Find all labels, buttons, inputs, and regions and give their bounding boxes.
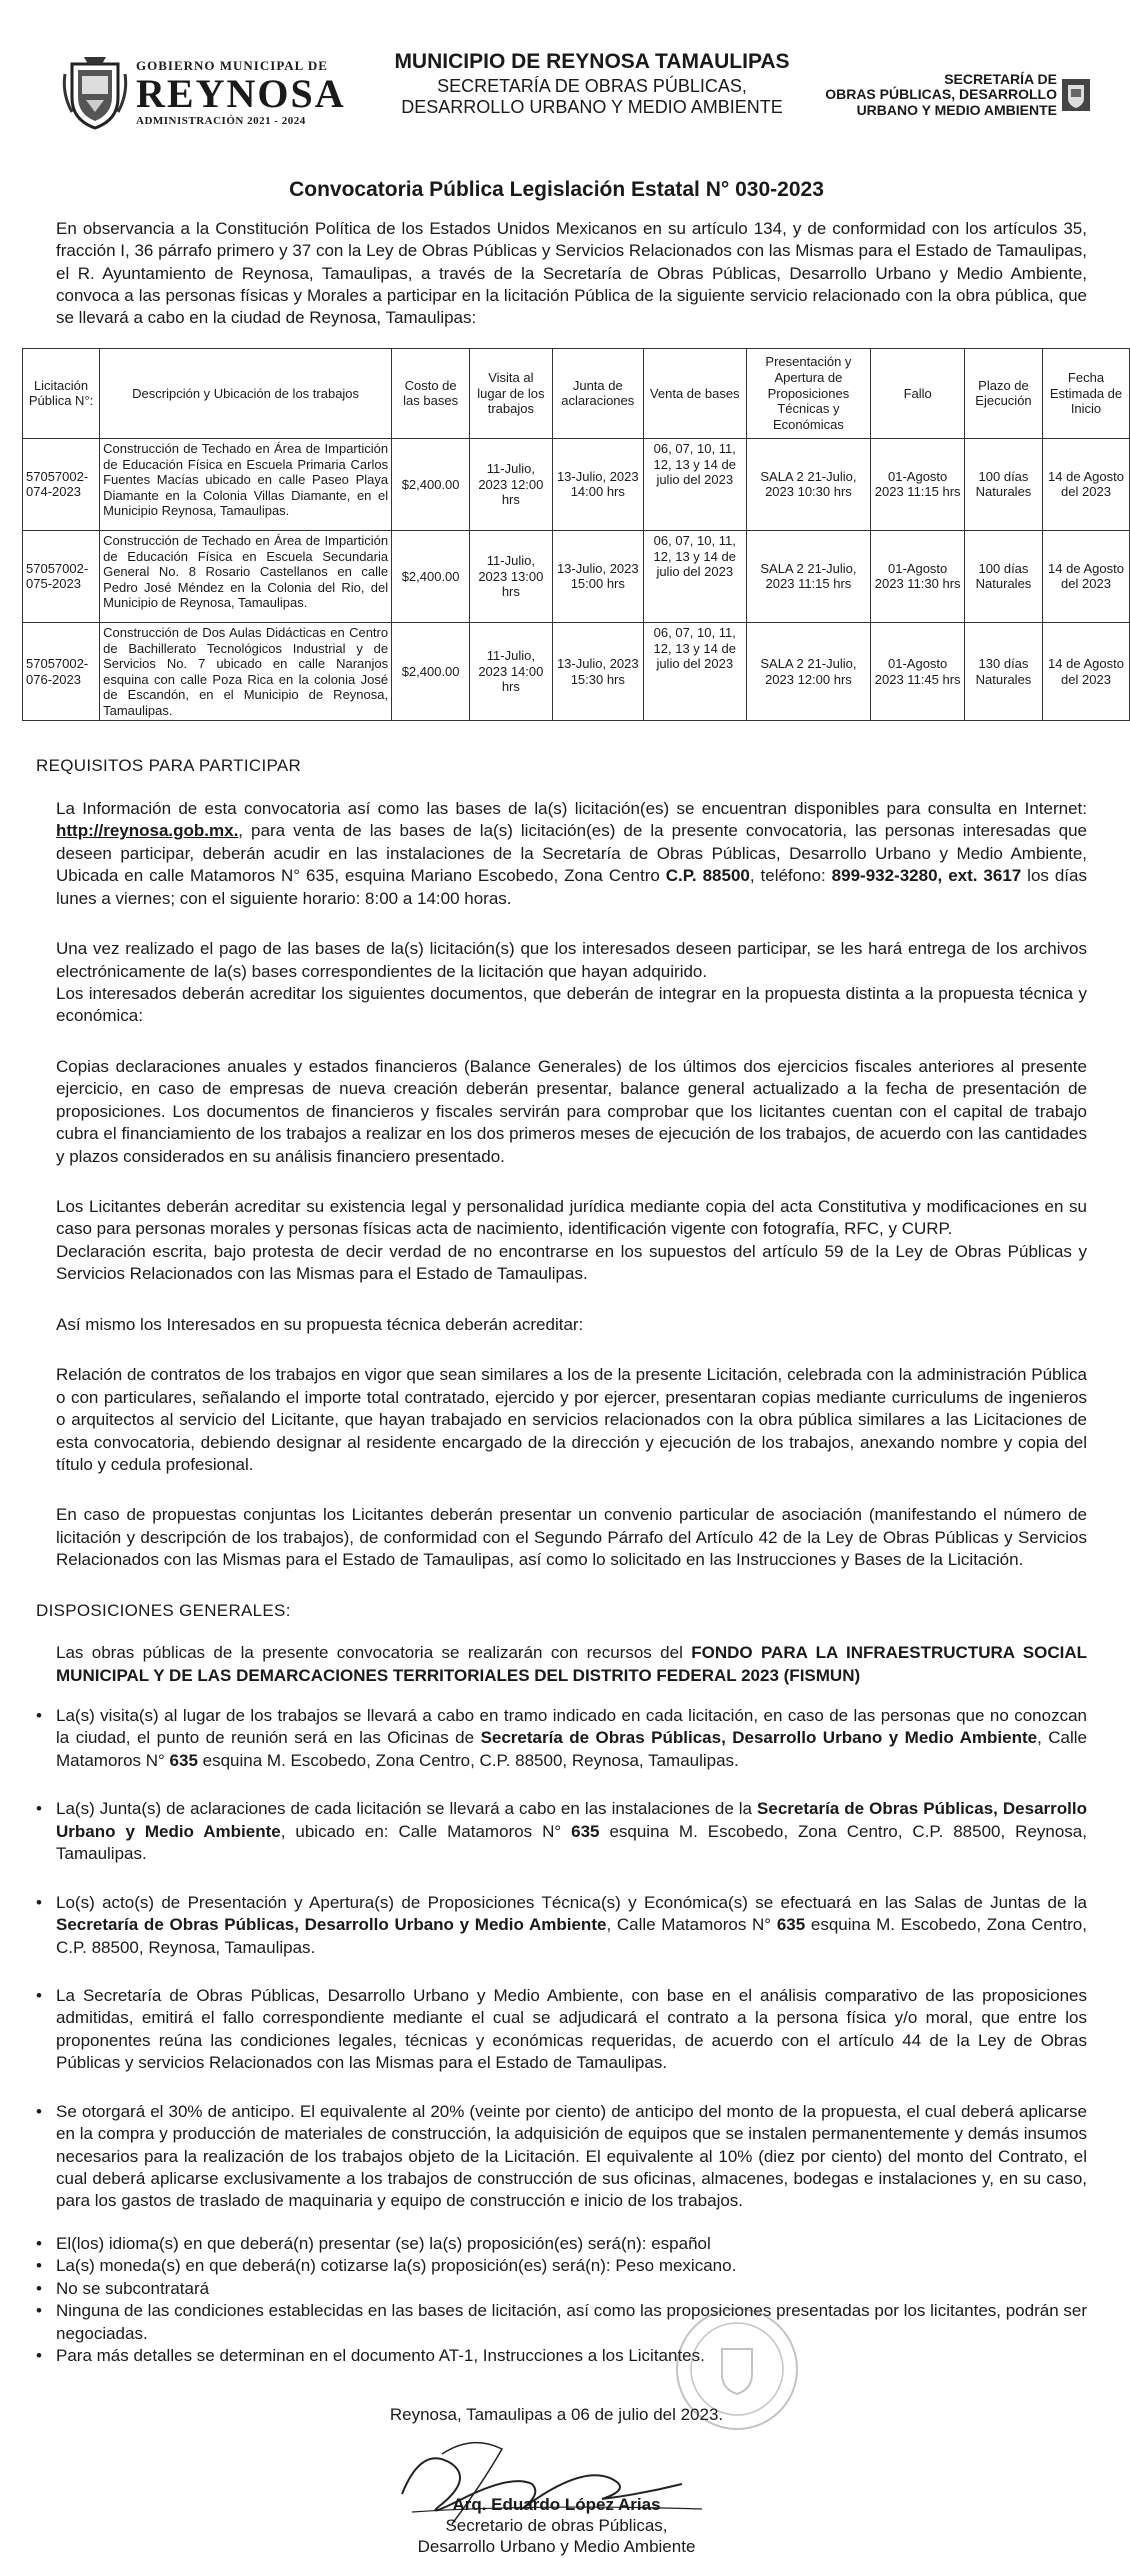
street-number: 635 (571, 1821, 600, 1841)
municipality-name: MUNICIPIO DE REYNOSA TAMAULIPAS (394, 50, 790, 73)
signature-block (22, 2434, 1091, 2557)
logo-line-3: ADMINISTRACIÓN 2021 - 2024 (136, 115, 306, 128)
award-ruling: 01-Agosto 2023 11:15 hrs (871, 438, 965, 530)
info-text-a: La Información de esta convocatoria así como las bases de la(s) licitación(es) se encuentran disponibles para consulta en Internet: (56, 798, 1087, 818)
execution-term: 130 días Naturales (964, 622, 1042, 721)
execution-term: 100 días Naturales (964, 438, 1042, 530)
address-rest: esquina M. Escobedo, Zona Centro, C.P. 88500, Reynosa, Tamaulipas. (56, 1821, 1087, 1864)
secretariat-logo-line-3: URBANO Y MEDIO AMBIENTE (856, 101, 1057, 118)
opening-text: Lo(s) acto(s) de Presentación y Apertura(s) de Proposiciones Técnica(s) y Económica(s) se efectuará en las Salas de Juntas de la (56, 1892, 1087, 1912)
work-description: Construcción de Techado en Área de Impartición de Educación Física en Escuela Secundaria General No. 8 Rosario Castellanos en calle Pedro José Méndez en la Colonia del Rio, del Municipio de Reynosa, Tamaulipas. (100, 530, 392, 622)
table-row (23, 438, 1130, 530)
start-date: 14 de Agosto del 2023 (1042, 438, 1129, 530)
list-item (36, 1798, 1087, 1865)
clarification-meeting: 13-Julio, 2023 15:30 hrs (552, 622, 643, 721)
list-item: • No se subcontratará (36, 2278, 1087, 2300)
list-item (36, 1705, 1087, 1772)
clarification-meeting: 13-Julio, 2023 14:00 hrs (552, 438, 643, 530)
bid-cost: $2,400.00 (392, 438, 470, 530)
column-header: Venta de bases (643, 348, 746, 438)
bid-number: 57057002-074-2023 (23, 438, 100, 530)
document-title: Convocatoria Pública Legislación Estatal N° 030-2023 (289, 178, 824, 201)
bid-cost: $2,400.00 (392, 622, 470, 721)
issuer-heading (362, 48, 822, 119)
phone-number: 899-932-3280, ext. 3617 (831, 866, 1022, 886)
place-and-date: Reynosa, Tamaulipas a 06 de julio del 2023. (389, 2404, 724, 2424)
info-text-d: los días lunes a viernes; con el siguiente horario: 8:00 a 14:00 horas. (56, 866, 1087, 908)
funding-text: Las obras públicas de la presente convocatoria se realizarán con recursos del (56, 1643, 692, 1663)
list-item: • Ninguna de las condiciones establecidas en las bases de licitación, así como las proposiciones presentadas por los licitantes, podrán ser negociadas. (36, 2300, 1087, 2345)
info-text-c: , teléfono: (749, 866, 832, 886)
secretariat-logo (825, 72, 1091, 118)
declaration-paragraph: Declaración escrita, bajo protesta de decir verdad de no encontrarse en los supuestos del artículo 59 de la Ley de Obras Públicas y Servicios Relacionados con las Mismas para el Estado de Tamaulipas. (56, 1241, 1087, 1284)
list-item: • La Secretaría de Obras Públicas, Desarrollo Urbano y Medio Ambiente, con base en el análisis comparativo de las proposiciones admitidas, emitirá el fallo correspondiente mediante el cual se adjudicará el contrato a la persona física y/o moral, que entre los proponentes reúna las condiciones legales, técnicas y económicas requeridas, de acuerdo con el artículo 44 de la Ley de Obras Públicas y servicios Relacionados con las Mismas para el Estado de Tamaulipas. (36, 1985, 1087, 2075)
contracts-paragraph: Relación de contratos de los trabajos en vigor que sean similares a los de la presente Licitación, celebrada con la administración Pública o con particulares, señalando el importe total contratado, ejercido y por ejercer, presentaran copias mediante curriculums de ingenieros o arquitectos al servicio del Licitante, que hayan trabajado en servicios relacionados con la obra pública similares a las Licitaciones de esta convocatoria, debiendo designar al residente encargado de la dirección y ejecución de los trabajos, anexando nombre y copia del título y cedula profesional. (56, 1365, 1087, 1474)
address-text: , Calle Matamoros N° (606, 1915, 777, 1935)
address-rest: esquina M. Escobedo, Zona Centro, C.P. 88500, Reynosa, Tamaulipas. (56, 1915, 1087, 1957)
secretariat-line-1: SECRETARÍA DE OBRAS PÚBLICAS, (437, 75, 747, 96)
general-provisions-heading: DISPOSICIONES GENERALES: (36, 1600, 291, 1620)
award-ruling: 01-Agosto 2023 11:30 hrs (871, 530, 965, 622)
provisions-list (36, 1705, 1087, 2213)
office-name: Secretaría de Obras Públicas, Desarrollo Urbano y Medio Ambiente (480, 1728, 1038, 1748)
proposal-opening: SALA 2 21-Julio, 2023 11:15 hrs (746, 530, 871, 622)
proposal-opening: SALA 2 21-Julio, 2023 10:30 hrs (746, 438, 871, 530)
document-header (22, 48, 1091, 140)
list-item: • El(los) idioma(s) en que deberá(n) presentar (se) la(s) proposición(es) será(n): español (36, 2233, 1087, 2255)
logo-line-2: REYNOSA (136, 71, 346, 117)
column-header: Presentación y Apertura de Proposiciones Técnicas y Económicas (746, 348, 871, 438)
secretariat-line-2: DESARROLLO URBANO Y MEDIO AMBIENTE (401, 97, 783, 118)
column-header: Costo de las bases (392, 348, 470, 438)
column-header: Licitación Pública N°: (23, 348, 100, 438)
site-visit: 11-Julio, 2023 13:00 hrs (470, 530, 552, 622)
address-rest: esquina M. Escobedo, Zona Centro, C.P. 88500, Reynosa, Tamaulipas. (197, 1750, 739, 1770)
meeting-text: La(s) Junta(s) de aclaraciones de cada licitación se llevará a cabo en las instalaciones de la (56, 1799, 758, 1819)
site-visit: 11-Julio, 2023 14:00 hrs (470, 622, 552, 721)
shield-emblem-icon (1061, 78, 1091, 112)
bases-sale: 06, 07, 10, 11, 12, 13 y 14 de julio del 2023 (643, 438, 746, 530)
site-visit-text: La(s) visita(s) al lugar de los trabajos se llevará a cabo en tramo indicado en cada licitación, en caso de las personas que no conozcan la ciudad, el punto de reunión será en las Oficinas de (56, 1706, 1087, 1748)
postal-code: C.P. 88500 (665, 866, 750, 886)
documents-paragraph: Los interesados deberán acreditar los siguientes documentos, que deberán de integrar en la propuesta distinta a la propuesta técnica y económica: (56, 983, 1087, 1026)
website-link[interactable]: http://reynosa.gob.mx. (56, 821, 239, 841)
table-row (23, 622, 1130, 721)
municipal-logo (60, 54, 346, 132)
bid-number: 57057002-075-2023 (23, 530, 100, 622)
coat-of-arms-icon (60, 54, 130, 132)
list-item: • Se otorgará el 30% de anticipo. El equivalente al 20% (veinte por ciento) de anticipo del monto de la propuesta, el cual deberá aplicarse en la compra y producción de materiales de construcción, la adquisición de equipos que se instalen permanentemente y demás insumos necesarios para la realización de los trabajos objeto de la Licitación. El equivalente al 10% (diez por ciento) del monto del Contrato, el cual deberá aplicarse exclusivamente a los trabajos de construcción de sus oficinas, almacenes, bodegas e instalaciones y, en su caso, para los gastos de traslado de maquinaria y equipo de construcción e inicio de los trabajos. (36, 2101, 1087, 2213)
column-header: Fecha Estimada de Inicio (1042, 348, 1129, 438)
technical-intro-paragraph: Así mismo los Interesados en su propuesta técnica deberán acreditar: (56, 1314, 584, 1334)
column-header: Descripción y Ubicación de los trabajos (100, 348, 392, 438)
proposal-opening: SALA 2 21-Julio, 2023 12:00 hrs (746, 622, 871, 721)
list-item: • Para más detalles se determinan en el documento AT-1, Instrucciones a los Licitantes. (36, 2345, 1087, 2367)
financial-paragraph: Copias declaraciones anuales y estados financieros (Balance Generales) de los últimos dos ejercicios fiscales anteriores al presente ejercicio, en caso de empresas de nueva creación deberán presentar, balance general actualizado a la fecha de presentación de proposiciones. Los documentos de financieros y fiscales servirán para comprobar que los licitantes cuentan con el capital de trabajo cubra el financiamiento de los trabajos a realizar en los dos primeros meses de ejecución de los trabajos, de acuerdo con las cantidades y plazos considerados en su análisis financiero presentado. (56, 1056, 1087, 1166)
work-description: Construcción de Techado en Área de Impartición de Educación Física en Escuela Primaria Carlos Fuentes Macías ubicado en calle Paseo Playa Diamante en la Colonia Villas Diamante, en el Municipio Reynosa, Tamaulipas. (100, 438, 392, 530)
signer-position-2: Desarrollo Urbano y Medio Ambiente (417, 2537, 696, 2557)
column-header: Junta de aclaraciones (552, 348, 643, 438)
signer-name: Arq. Eduardo López Arias (452, 2494, 661, 2514)
list-item: • La(s) moneda(s) en que deberá(n) cotizarse la(s) proposición(es) será(n): Peso mexicano. (36, 2255, 1087, 2277)
award-ruling: 01-Agosto 2023 11:45 hrs (871, 622, 965, 721)
secretariat-logo-line-2: OBRAS PÚBLICAS, DESARROLLO (825, 86, 1057, 103)
funding-paragraph (56, 1642, 1087, 1687)
street-number: 635 (169, 1750, 198, 1770)
secretariat-logo-line-1: SECRETARÍA DE (944, 71, 1057, 87)
bid-number: 57057002-076-2023 (23, 622, 100, 721)
logo-line-1: GOBIERNO MUNICIPAL DE (136, 58, 328, 74)
table-header-row (23, 348, 1130, 438)
legal-existence-paragraph: Los Licitantes deberán acreditar su existencia legal y personalidad jurídica mediante copia del acta Constitutiva y modificaciones en su caso para personas morales y personas físicas acta de nacimiento, identificación vigente con fotografía, RFC, y CURP. (56, 1197, 1087, 1239)
start-date: 14 de Agosto del 2023 (1042, 530, 1129, 622)
requirements-heading: REQUISITOS PARA PARTICIPAR (36, 756, 302, 776)
signer-info (22, 2494, 1091, 2558)
execution-term: 100 días Naturales (964, 530, 1042, 622)
site-visit: 11-Julio, 2023 12:00 hrs (470, 438, 552, 530)
address-text: , Calle Matamoros N° (56, 1728, 1088, 1770)
table-row (23, 530, 1130, 622)
funding-source: FONDO PARA LA INFRAESTRUCTURA SOCIAL MUNICIPAL Y DE LAS DEMARCACIONES TERRITORIALES DEL DISTRITO FEDERAL 2023 (FISMUN) (56, 1643, 1087, 1685)
office-name: Secretaría de Obras Públicas, Desarrollo Urbano y Medio Ambiente (56, 1799, 1087, 1841)
column-header: Fallo (871, 348, 965, 438)
info-text-b: , para venta de las bases de la(s) licitación(es) de la presente convocatoria, las personas interesadas que deseen participar, deberán acudir en las instalaciones de la Secretaría de Obras Públicas, Desarrollo Urbano y Medio Ambiente, Ubicada en calle Matamoros N° 635, esquina Mariano Escobedo, Zona Centro (56, 821, 1087, 886)
column-header: Plazo de Ejecución (964, 348, 1042, 438)
work-description: Construcción de Dos Aulas Didácticas en Centro de Bachillerato Tecnológicos Industrial y de Servicios No. 7 ubicado en calle Naranjos esquina con calle Poza Rica en la colonia José de Escandón, en el Municipio de Reynosa, Tamaulipas. (100, 622, 392, 721)
bid-cost: $2,400.00 (392, 530, 470, 622)
payment-paragraph: Una vez realizado el pago de las bases de la(s) licitación(s) que los interesados deseen participar, se les hará entrega de los archivos electrónicamente de la(s) bases correspondientes de la licitación que hayan adquirido. (56, 939, 1087, 981)
list-item (36, 1892, 1087, 1959)
intro-paragraph: En observancia a la Constitución Política de los Estados Unidos Mexicanos en su artículo 134, y de conformidad con los artículos 35, fracción I, 36 párrafo primero y 37 con la Ley de Obras Públicas y Servicios Relacionados con las Mismas para el Estado de Tamaulipas, el R. Ayuntamiento de Reynosa, Tamaulipas, a través de la Secretaría de Obras Públicas, Desarrollo Urbano y Medio Ambiente, convoca a las personas físicas y Morales a participar en la licitación Pública de la siguiente servicio relacionado con la obra pública, que se llevará a cabo en la ciudad de Reynosa, Tamaulipas: (56, 218, 1087, 328)
info-paragraph (56, 798, 1087, 910)
bases-sale: 06, 07, 10, 11, 12, 13 y 14 de julio del 2023 (643, 622, 746, 721)
street-number: 635 (776, 1915, 806, 1935)
office-name: Secretaría de Obras Públicas, Desarrollo Urbano y Medio Ambiente (56, 1915, 607, 1935)
bidding-table (22, 348, 1130, 722)
clarification-meeting: 13-Julio, 2023 15:00 hrs (552, 530, 643, 622)
address-text: , ubicado en: Calle Matamoros N° (280, 1821, 572, 1841)
official-stamp-icon (672, 2304, 802, 2434)
bases-sale: 06, 07, 10, 11, 12, 13 y 14 de julio del 2023 (643, 530, 746, 622)
conditions-list (36, 2233, 1087, 2368)
signer-position-1: Secretario de obras Públicas, (445, 2516, 668, 2536)
column-header: Visita al lugar de los trabajos (470, 348, 552, 438)
joint-proposal-paragraph: En caso de propuestas conjuntas los Licitantes deberán presentar un convenio particular de asociación (manifestando el número de licitación y descripción de los trabajos), de conformidad con el Segundo Párrafo del Artículo 42 de la Ley de Obras Públicas y Servicios Relacionados con las Mismas para el Estado de Tamaulipas, así como lo solicitado en las Instrucciones y Bases de la Licitación. (56, 1505, 1087, 1570)
start-date: 14 de Agosto del 2023 (1042, 622, 1129, 721)
